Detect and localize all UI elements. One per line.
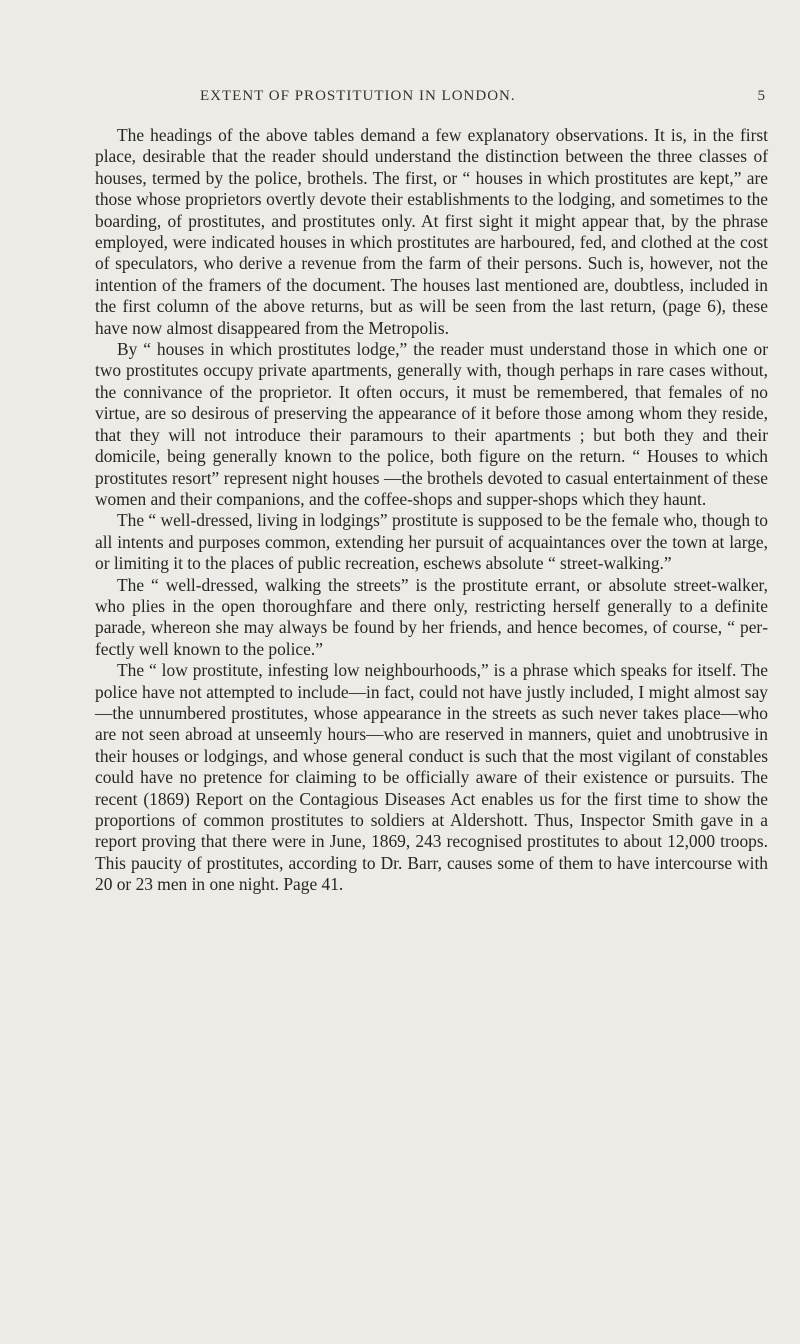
page-number: 5: [757, 88, 766, 104]
body-text: [95, 125, 768, 896]
running-head-title: EXTENT OF PROSTITUTION IN LONDON.: [200, 88, 516, 104]
paragraph: The headings of the above tables demand a few explanatory observations. It is, in the first place, desirable that the reader should understand the distinction between the three classes of houses, termed by the police, brothels. The first, or “ houses in which prostitutes are kept,” are those whose proprietors overtly devote their establishments to the lodging, and sometimes to the boarding, of prostitutes, and prostitutes only. At first sight it might appear that, by the phrase employed, were indicated houses in which prostitutes are harboured, fed, and clothed at the cost of speculators, who derive a revenue from the farm of their persons. Such is, however, not the intention of the framers of the document. The houses last mentioned are, doubtless, included in the first column of the above returns, but as will be seen from the last return, (page 6), these have now almost disappeared from the Metropolis.: [95, 125, 768, 338]
paragraph: The “ well-dressed, living in lodgings” prostitute is supposed to be the female who, though to all intents and purposes common, extending her pursuit of acquaintances over the town at large, or limiting it to the places of public recreation, eschews absolute “ street-walking.”: [95, 510, 768, 574]
paragraph: The “ low prostitute, infesting low neighbourhoods,” is a phrase which speaks for itself. The police have not attempted to include—in fact, could not have justly included, I might almost say—the unnumbered prostitutes, whose appearance in the streets as such never takes place—who are not seen abroad at unseemly hours—who are reserved in manners, quiet and unobtrusive in their houses or lodgings, and whose general conduct is such that the most vigilant of constables could have no pretence for claiming to be officially aware of their existence or pursuits. The recent (1869) Report on the Contagious Diseases Act enables us for the first time to show the proportions of common prostitutes to soldiers at Aldershott. Thus, Inspector Smith gave in a report proving that there were in June, 1869, 243 recognised prostitutes to about 12,000 troops. This paucity of prostitutes, according to Dr. Barr, causes some of them to have intercourse with 20 or 23 men in one night. Page 41.: [95, 660, 768, 895]
paragraph: The “ well-dressed, walking the streets” is the prostitute errant, or absolute street-walker, who plies in the open thoroughfare and there only, restricting herself generally to a definite parade, whereon she may always be found by her friends, and hence becomes, of course, “ perfectly well known to the police.”: [95, 574, 768, 659]
paragraph: By “ houses in which prostitutes lodge,” the reader must understand those in which one or two prostitutes occupy private apartments, generally with, though perhaps in rare cases without, the connivance of the proprietor. It often occurs, it must be remembered, that females of no virtue, are so desirous of preserving the appearance of it before those among whom they reside, that they will not introduce their paramours to their apartments ; but both they and their domicile, being generally known to the police, both figure on the return. “ Houses to which prostitutes resort” represent night houses —the brothels devoted to casual entertainment of these women and their companions, and the coffee-shops and supper-shops which they haunt.: [95, 339, 768, 509]
running-head: [96, 88, 766, 110]
